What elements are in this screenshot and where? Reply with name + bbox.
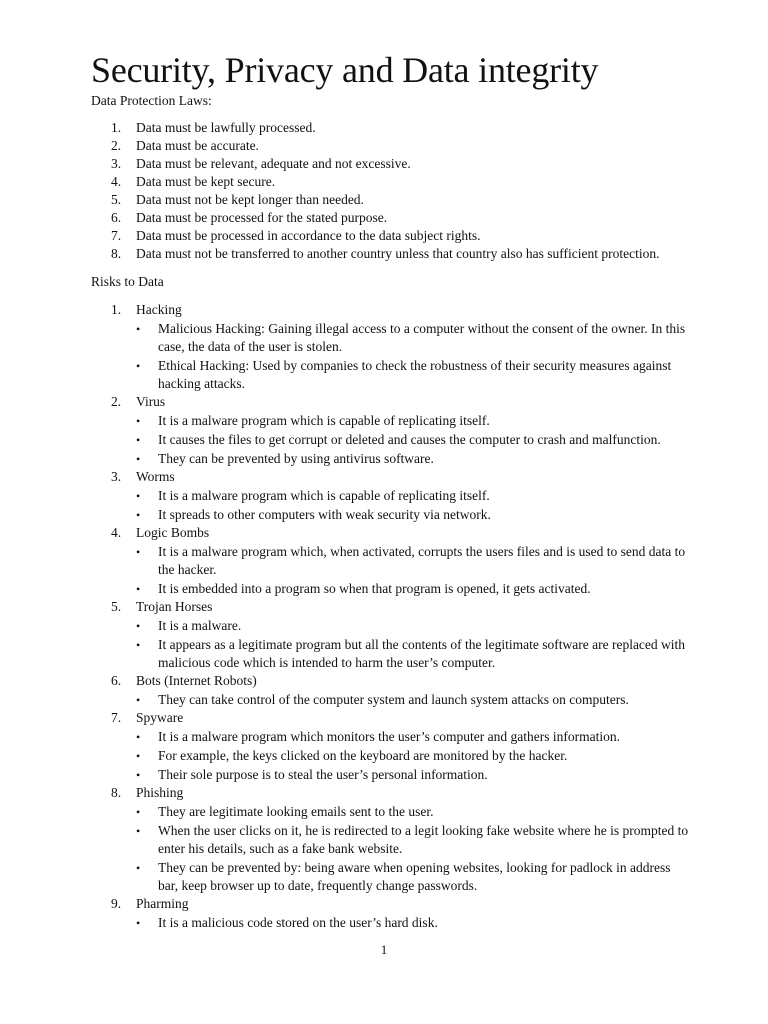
law-text: Data must not be kept longer than needed.: [136, 192, 364, 207]
risk-point-text: It appears as a legitimate program but all the contents of the legitimate software are replaced with malicious code which is intended to harm the user’s computer.: [158, 637, 686, 670]
risk-point-text: They can take control of the computer system and launch system attacks on computers.: [158, 692, 629, 707]
risk-item: [91, 301, 691, 393]
risk-point: [136, 543, 691, 579]
list-number: 1.: [111, 302, 122, 317]
risks-list: [91, 301, 691, 932]
risk-point: [136, 357, 691, 393]
risk-point: [136, 431, 691, 449]
risk-item: [91, 598, 691, 672]
bullet-icon: •: [136, 768, 141, 782]
list-number: 6.: [111, 210, 122, 225]
laws-list: [91, 119, 691, 263]
bullet-icon: •: [136, 359, 141, 373]
list-number: 7.: [111, 710, 122, 725]
risk-name: Spyware: [136, 710, 184, 725]
risk-points: [136, 320, 691, 393]
list-number: 3.: [111, 156, 122, 171]
list-number: 9.: [111, 896, 122, 911]
law-text: Data must be relevant, adequate and not excessive.: [136, 156, 411, 171]
risk-name: Hacking: [136, 302, 182, 317]
risk-point-text: They can be prevented by using antivirus software.: [158, 451, 434, 466]
document-page: [91, 46, 691, 932]
risk-point-text: It is embedded into a program so when that program is opened, it gets activated.: [158, 581, 591, 596]
risk-point-text: It is a malware program which monitors the user’s computer and gathers information.: [158, 729, 620, 744]
list-number: 2.: [111, 394, 122, 409]
risk-points: [136, 691, 691, 709]
risk-item: [91, 784, 691, 895]
risk-point: [136, 506, 691, 524]
risk-point-text: It spreads to other computers with weak security via network.: [158, 507, 491, 522]
law-item: [91, 209, 691, 227]
risk-point: [136, 822, 691, 858]
risk-points: [136, 617, 691, 672]
law-item: [91, 119, 691, 137]
risk-point: [136, 636, 691, 672]
risk-points: [136, 914, 691, 932]
risk-point-text: It is a malware program which is capable of replicating itself.: [158, 488, 490, 503]
risk-point: [136, 617, 691, 635]
bullet-icon: •: [136, 730, 141, 744]
bullet-icon: •: [136, 322, 141, 336]
law-text: Data must be accurate.: [136, 138, 259, 153]
law-item: [91, 173, 691, 191]
list-number: 2.: [111, 138, 122, 153]
bullet-icon: •: [136, 824, 141, 838]
risk-point-text: Malicious Hacking: Gaining illegal access to a computer without the consent of the owner. In this case, the data of the user is stolen.: [158, 321, 686, 354]
bullet-icon: •: [136, 638, 141, 652]
bullet-icon: •: [136, 749, 141, 763]
risk-name: Pharming: [136, 896, 189, 911]
risk-item: [91, 709, 691, 784]
law-item: [91, 245, 691, 263]
bullet-icon: •: [136, 619, 141, 633]
laws-heading: Data Protection Laws:: [91, 93, 212, 108]
list-number: 3.: [111, 469, 122, 484]
bullet-icon: •: [136, 545, 141, 559]
list-number: 1.: [111, 120, 122, 135]
risk-item: [91, 524, 691, 598]
risk-point-text: They are legitimate looking emails sent to the user.: [158, 804, 434, 819]
list-number: 5.: [111, 599, 122, 614]
risk-point: [136, 859, 691, 895]
risk-point: [136, 320, 691, 356]
risk-item: [91, 895, 691, 932]
list-number: 8.: [111, 246, 122, 261]
risk-point: [136, 803, 691, 821]
bullet-icon: •: [136, 414, 141, 428]
bullet-icon: •: [136, 433, 141, 447]
risk-point: [136, 412, 691, 430]
risk-point: [136, 691, 691, 709]
risk-item: [91, 468, 691, 524]
list-number: 5.: [111, 192, 122, 207]
risk-point: [136, 450, 691, 468]
risk-name: Logic Bombs: [136, 525, 210, 540]
risk-item: [91, 393, 691, 468]
law-text: Data must be processed in accordance to the data subject rights.: [136, 228, 481, 243]
bullet-icon: •: [136, 452, 141, 466]
list-number: 6.: [111, 673, 122, 688]
risk-point-text: It is a malware program which, when activated, corrupts the users files and is used to send data to the hacker.: [158, 544, 686, 577]
law-item: [91, 191, 691, 209]
bullet-icon: •: [136, 861, 141, 875]
bullet-icon: •: [136, 489, 141, 503]
risk-points: [136, 412, 691, 468]
risk-points: [136, 728, 691, 784]
risk-point-text: When the user clicks on it, he is redirected to a legit looking fake website where he is prompted to enter his details, such as a fake bank website.: [158, 823, 689, 856]
risk-point: [136, 747, 691, 765]
risk-point-text: For example, the keys clicked on the keyboard are monitored by the hacker.: [158, 748, 568, 763]
list-number: 7.: [111, 228, 122, 243]
risk-name: Trojan Horses: [136, 599, 213, 614]
page-number: 1: [380, 942, 388, 957]
bullet-icon: •: [136, 508, 141, 522]
bullet-icon: •: [136, 805, 141, 819]
risk-point-text: It causes the files to get corrupt or deleted and causes the computer to crash and malfunction.: [158, 432, 661, 447]
risk-point-text: It is a malicious code stored on the user’s hard disk.: [158, 915, 438, 930]
risk-name: Worms: [136, 469, 175, 484]
risk-point: [136, 580, 691, 598]
risk-point: [136, 487, 691, 505]
law-text: Data must be processed for the stated purpose.: [136, 210, 388, 225]
risks-heading: Risks to Data: [91, 274, 164, 289]
risk-points: [136, 803, 691, 895]
risk-point: [136, 728, 691, 746]
list-number: 4.: [111, 174, 122, 189]
list-number: 8.: [111, 785, 122, 800]
law-text: Data must be kept secure.: [136, 174, 276, 189]
law-text: Data must not be transferred to another country unless that country also has sufficient protection.: [136, 246, 660, 261]
law-item: [91, 155, 691, 173]
bullet-icon: •: [136, 582, 141, 596]
risk-point: [136, 914, 691, 932]
risk-point-text: It is a malware.: [158, 618, 242, 633]
list-number: 4.: [111, 525, 122, 540]
risk-point-text: They can be prevented by: being aware when opening websites, looking for padlock in address bar, keep browser up to date, frequently change passwords.: [158, 860, 671, 893]
risk-point: [136, 766, 691, 784]
page-title: Security, Privacy and Data integrity: [91, 50, 599, 90]
risk-name: Bots (Internet Robots): [136, 673, 257, 688]
risk-name: Phishing: [136, 785, 184, 800]
risk-item: [91, 672, 691, 709]
bullet-icon: •: [136, 916, 141, 930]
risk-point-text: It is a malware program which is capable of replicating itself.: [158, 413, 490, 428]
law-text: Data must be lawfully processed.: [136, 120, 316, 135]
law-item: [91, 137, 691, 155]
risk-points: [136, 543, 691, 598]
risk-point-text: Ethical Hacking: Used by companies to check the robustness of their security measures against hacking attacks.: [158, 358, 672, 391]
law-item: [91, 227, 691, 245]
risk-name: Virus: [136, 394, 166, 409]
risk-points: [136, 487, 691, 524]
risk-point-text: Their sole purpose is to steal the user’s personal information.: [158, 767, 488, 782]
bullet-icon: •: [136, 693, 141, 707]
